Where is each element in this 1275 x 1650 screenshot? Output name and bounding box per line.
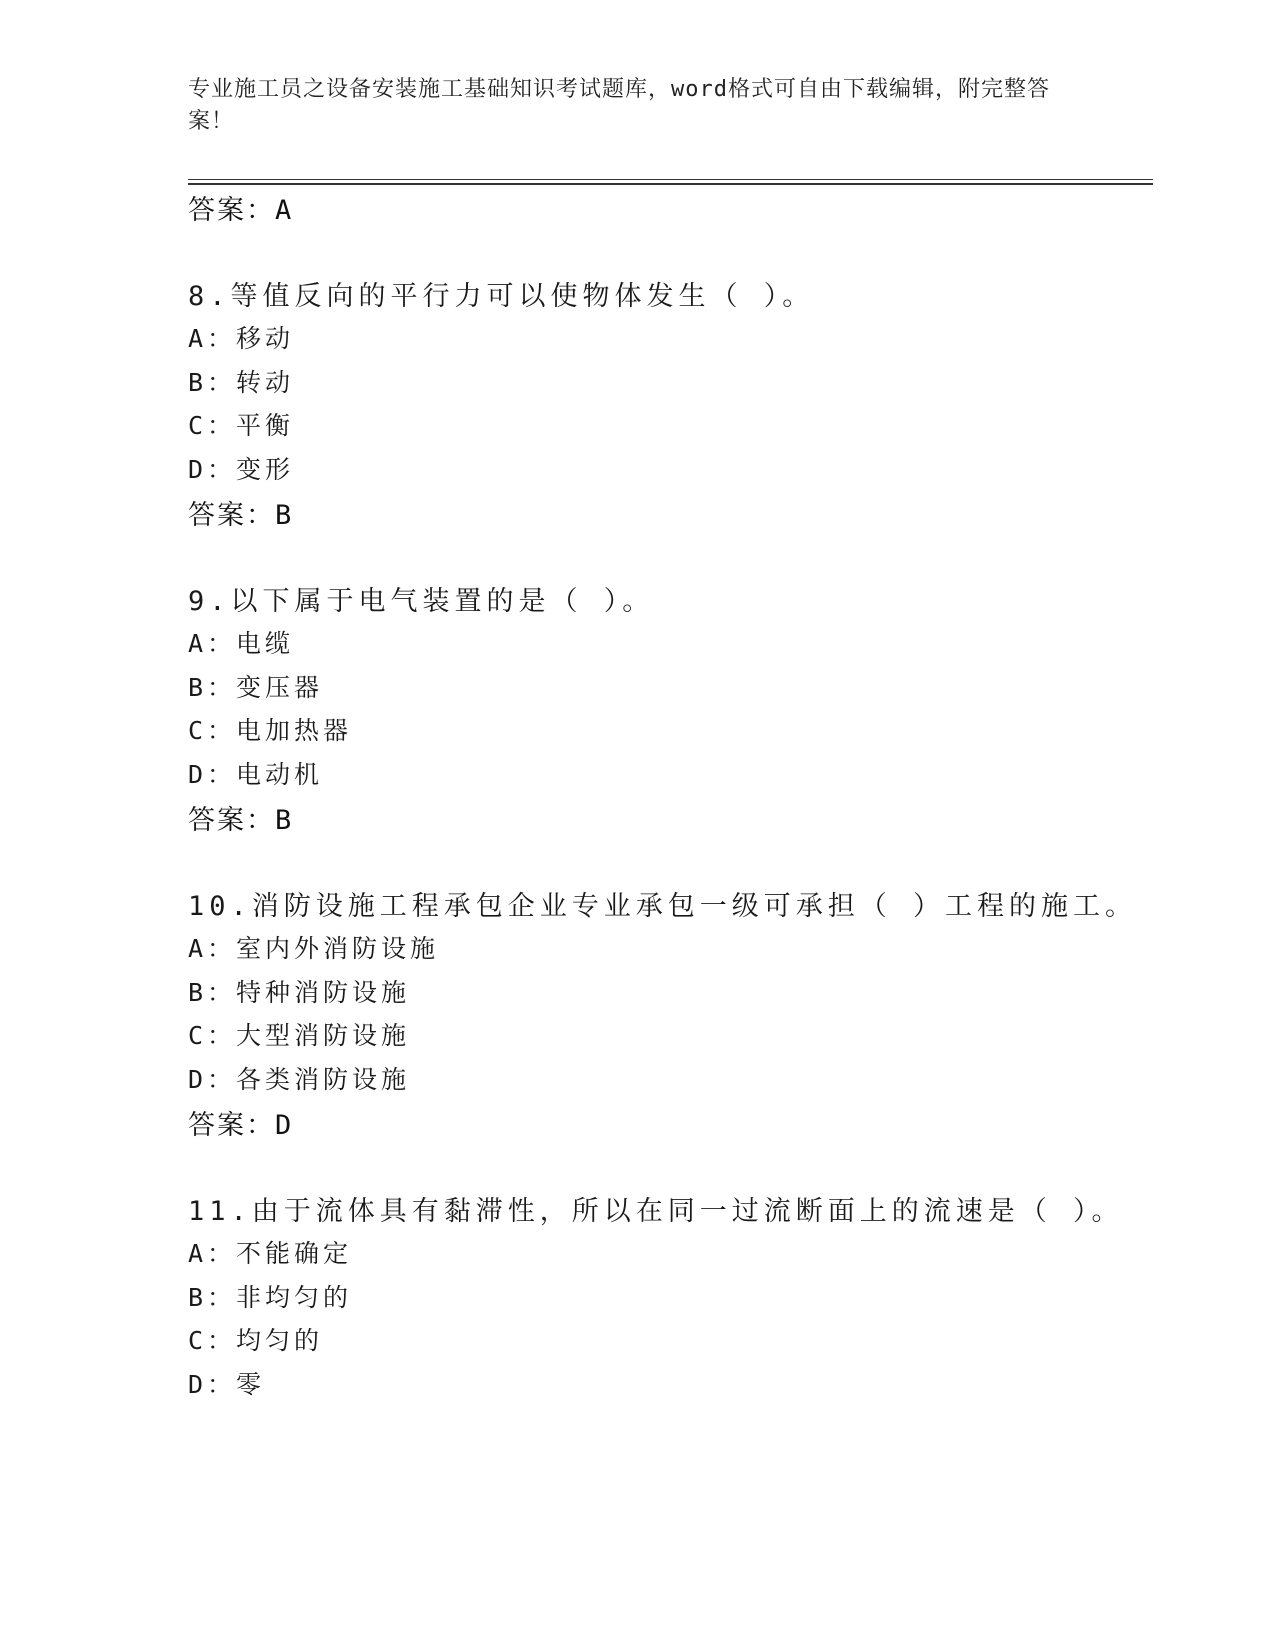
question-8-option-b: B：转动 [188, 368, 295, 397]
question-11-option-c: C：均匀的 [188, 1326, 324, 1355]
question-8-stem: 8.等值反向的平行力可以使物体发生（ ）。 [188, 281, 815, 312]
header-divider [188, 179, 1153, 180]
question-11-stem: 11.由于流体具有黏滞性，所以在同一过流断面上的流速是（ ）。 [188, 1196, 1124, 1227]
document-header: 专业施工员之设备安装施工基础知识考试题库，word格式可自由下载编辑，附完整答案！ [188, 77, 1050, 134]
question-8-answer: 答案：B [188, 500, 294, 531]
question-10-option-b: B：特种消防设施 [188, 978, 411, 1007]
question-9-option-c: C：电加热器 [188, 716, 353, 745]
question-11-option-b: B：非均匀的 [188, 1283, 353, 1312]
question-8-option-c: C：平衡 [188, 411, 295, 440]
question-9-stem: 9.以下属于电气装置的是（ ）。 [188, 586, 655, 617]
question-9-answer: 答案：B [188, 805, 294, 836]
previous-answer: 答案：A [188, 195, 294, 226]
question-10-option-a: A：室内外消防设施 [188, 934, 440, 963]
question-10-option-d: D：各类消防设施 [188, 1065, 411, 1094]
question-9-option-a: A：电缆 [188, 629, 295, 658]
question-10-answer: 答案：D [188, 1110, 294, 1141]
question-9-option-b: B：变压器 [188, 673, 324, 702]
question-8-option-d: D：变形 [188, 455, 295, 484]
question-11-option-d: D：零 [188, 1370, 266, 1399]
question-8-option-a: A：移动 [188, 324, 295, 353]
question-9-option-d: D：电动机 [188, 760, 324, 789]
header-divider-thick [188, 183, 1153, 185]
question-10-stem: 10.消防设施工程承包企业专业承包一级可承担（ ）工程的施工。 [188, 891, 1138, 922]
question-10-option-c: C：大型消防设施 [188, 1021, 411, 1050]
question-11-option-a: A：不能确定 [188, 1239, 353, 1268]
